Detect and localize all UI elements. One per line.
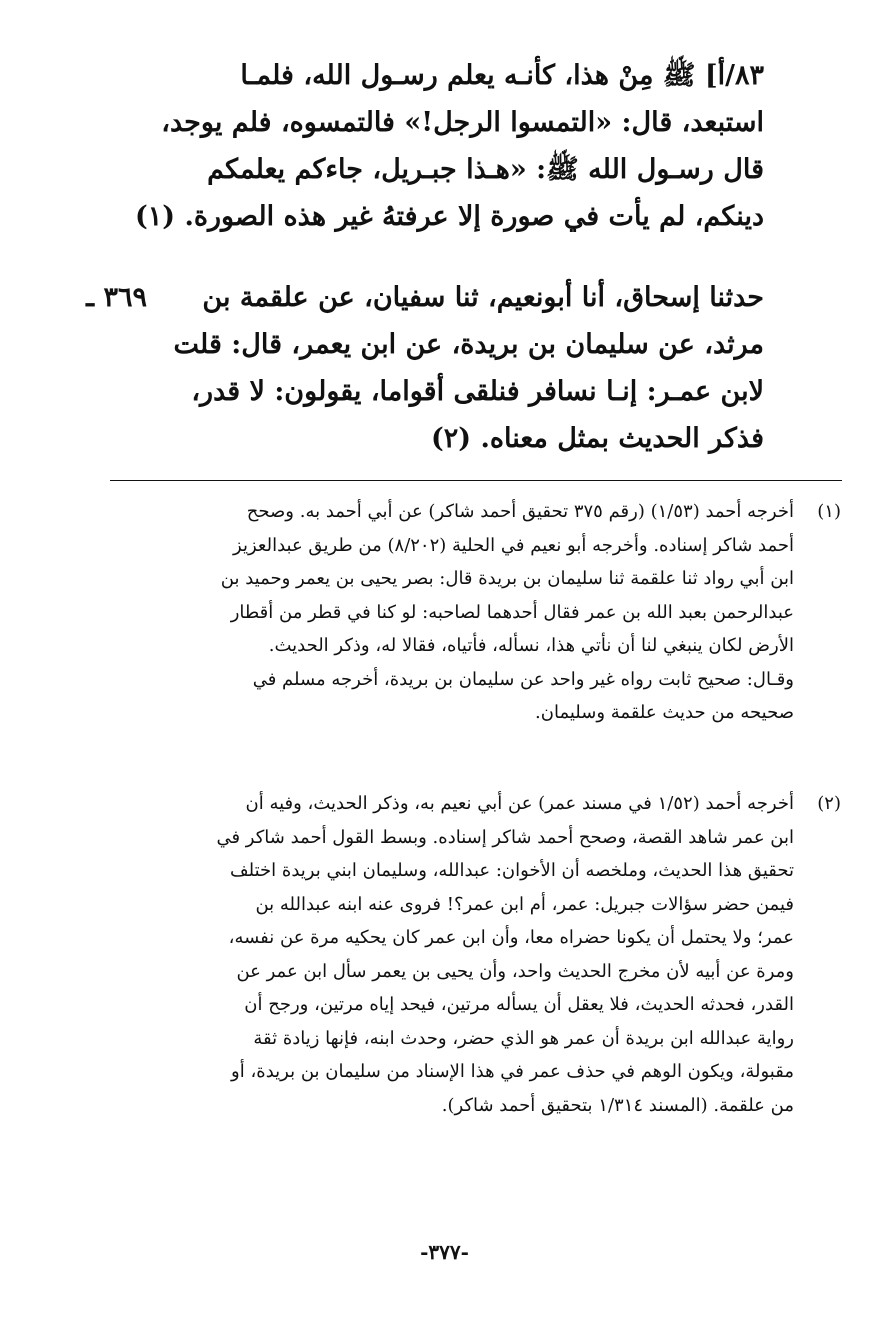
footnote-line: وقـال: صحيح ثابت رواه غير واحد عن سليمان بن بريدة، أخرجه مسلم في	[252, 668, 794, 690]
footnote-line: رواية عبدالله ابن بريدة أن عمر هو الذي حضر، وحدث ابنه، فإنها زيادة ثقة	[253, 1027, 794, 1049]
footnote-line: ابن عمر شاهد القصة، وصحح أحمد شاكر إسناده. وبسط القول أحمد شاكر في	[216, 826, 794, 848]
footnote-line: الأرض لكان ينبغي لنا أن نأتي هذا، نسأله، فأتياه، فقالا له، وذكر الحديث.	[268, 635, 794, 656]
text-line: حدثنا إسحاق، أنا أبونعيم، ثنا سفيان، عن علقمة بن	[202, 282, 764, 313]
footnote-line: مقبولة، ويكون الوهم في حذف عمر في هذا الإسناد من سليمان بن بريدة، أو	[231, 1061, 794, 1082]
footnote-marker: (١)	[817, 501, 841, 522]
footnote-line: أخرجه أحمد (١/٥٣) (رقم ٣٧٥ تحقيق أحمد شاكر) عن أبي أحمد به. وصحح	[246, 501, 794, 522]
footnote-line: تحقيق هذا الحديث، وملخصه أن الأخوان: عبدالله، وسليمان ابني بريدة اختلف	[230, 860, 794, 881]
text-line: دينكم، لم يأت في صورة إلا عرفتهُ غير هذه الصورة. (١)	[134, 201, 764, 232]
footnote-divider	[110, 480, 842, 481]
text-line: استبعد، قال: «التمسوا الرجل!» فالتمسوه، فلم يوجد،	[161, 107, 764, 138]
hadith-number: ٣٦٩ ـ	[86, 282, 147, 313]
text-line: قال رسـول الله ﷺ: «هـذا جبـريل، جاءكم يعلمكم	[207, 154, 764, 185]
footnote-1	[104, 495, 794, 730]
footnote-line: ابن أبي رواد ثنا علقمة ثنا سليمان بن بريدة قال: بصر يحيى بن يعمر وحميد بن	[220, 568, 794, 589]
footnote-line: من علقمة. (المسند ١/٣١٤ بتحقيق أحمد شاكر).	[441, 1094, 794, 1116]
footnote-line: القدر، فحدثه الحديث، فلا يعقل أن يسأله مرتين، فيحد إياه مرتين، ورجح أن	[244, 994, 794, 1015]
text-line: فذكر الحديث بمثل معناه. (٢)	[431, 423, 764, 454]
text-line: لابن عمـر: إنـا نسافر فنلقى أقواما، يقولون: لا قدر،	[191, 376, 764, 407]
text-line: ٨٣/أ] ﷺ مِنْ هذا، كأنـه يعلم رسـول الله، فلمـا	[240, 60, 764, 91]
footnote-line: عبدالرحمن بعبد الله بن عمر فقال أحدهما لصاحبه: لو كنا في قطر من أقطار	[230, 601, 794, 623]
footnote-line: فيمن حضر سؤالات جبريل: عمر، أم ابن عمر؟! فروى عنه ابنه عبدالله بن	[255, 893, 794, 915]
hadith-text	[128, 274, 764, 462]
page-number: -٣٧٧-	[420, 1240, 469, 1264]
footnote-2	[104, 787, 794, 1122]
text-line: مرثد، عن سليمان بن بريدة، عن ابن يعمر، قال: قلت	[173, 329, 764, 360]
footnote-line: ومرة عن أبيه لأن مخرج الحديث واحد، وأن يحيى بن يعمر سأل ابن عمر عن	[236, 960, 794, 982]
continuation-text	[128, 52, 764, 240]
footnote-line: أحمد شاكر إسناده. وأخرجه أبو نعيم في الحلية (٨/٢٠٢) من طريق عبدالعزيز	[233, 534, 794, 556]
footnote-line: عمر؛ ولا يحتمل أن يكونا حضراه معا، وأن ابن عمر كان يحكيه مرة عن نفسه،	[228, 927, 794, 948]
footnote-line: صحيحه من حديث علقمة وسليمان.	[535, 702, 794, 723]
footnote-marker: (٢)	[817, 793, 841, 814]
footnote-line: أخرجه أحمد (١/٥٢ في مسند عمر) عن أبي نعيم به، وذكر الحديث، وفيه أن	[245, 793, 794, 814]
